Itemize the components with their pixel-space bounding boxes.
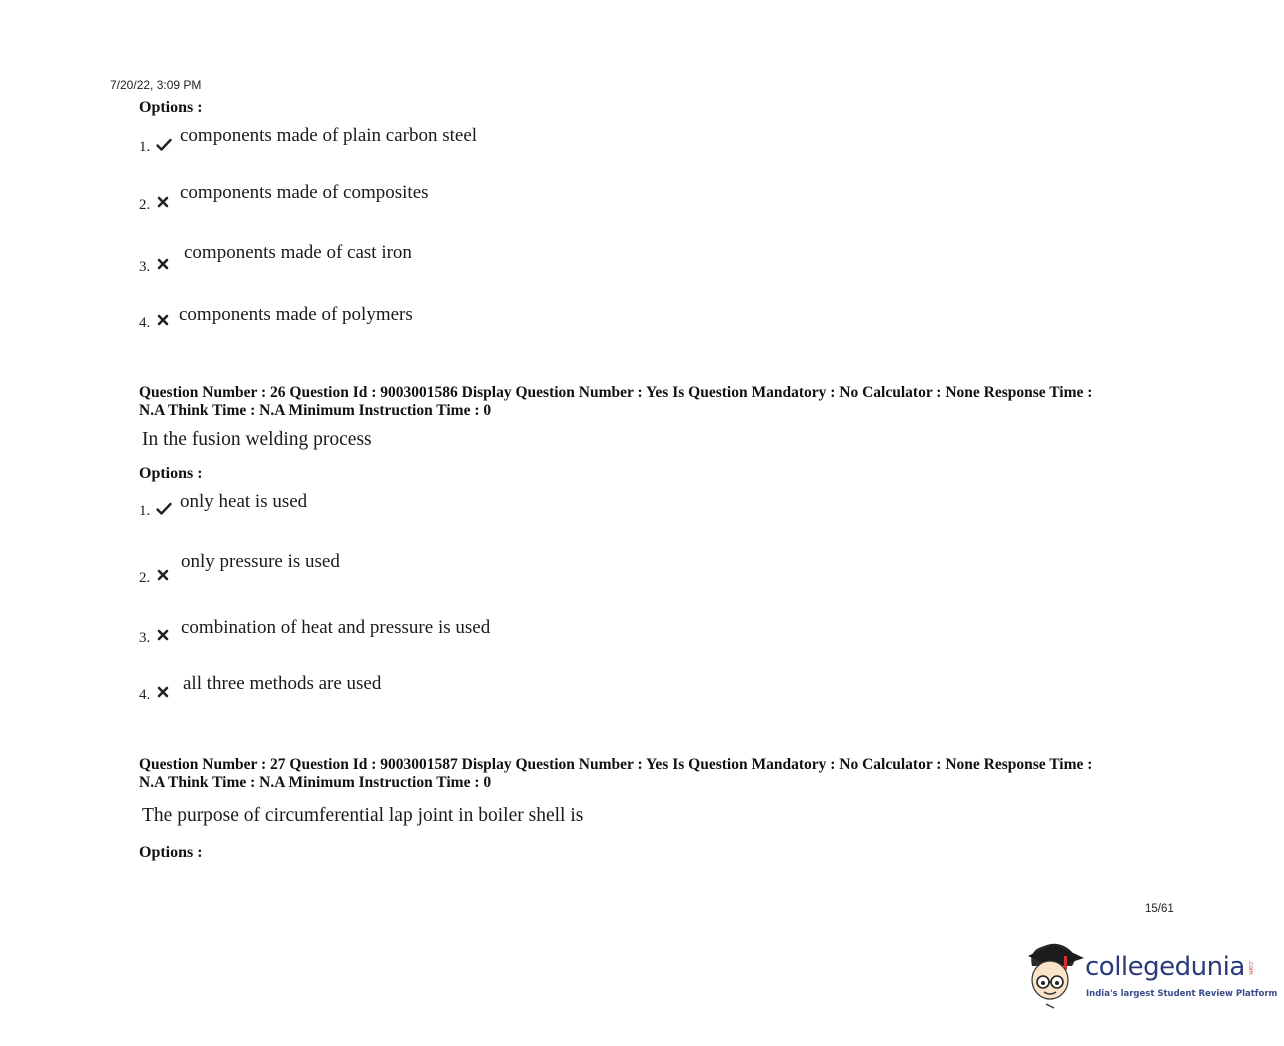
option-text: components made of cast iron [184,242,412,263]
question-meta-line: Question Number : 26 Question Id : 9003001586 Display Question Number : Yes Is Question Mandatory : No Calculator : None Response Time : [139,384,1093,401]
question-text: In the fusion welding process [142,429,372,450]
option-number: 2. [139,570,151,586]
option-text: components made of polymers [179,304,413,325]
options-label: Options : [139,99,203,116]
brand-suffix: .com [1247,960,1254,975]
print-datetime: 7/20/22, 3:09 PM [110,78,202,92]
cross-icon [155,628,171,642]
option-text: only pressure is used [181,551,340,572]
cross-icon [155,257,171,271]
mascot-icon [1024,938,1086,1010]
option-text: all three methods are used [183,673,382,694]
option-number: 4. [139,687,151,703]
question-meta-line: N.A Think Time : N.A Minimum Instruction Time : 0 [139,774,492,791]
question-meta-line: N.A Think Time : N.A Minimum Instruction Time : 0 [139,402,492,419]
check-icon [156,502,172,516]
option-number: 1. [139,139,151,155]
question-meta [139,384,1159,420]
option-number: 3. [139,259,151,275]
options-label: Options : [139,844,203,861]
option-number: 3. [139,630,151,646]
question-meta [139,756,1159,792]
collegedunia-logo [1024,938,1278,1012]
cross-icon [155,313,171,327]
cross-icon [155,685,171,699]
question-meta-line: Question Number : 27 Question Id : 9003001587 Display Question Number : Yes Is Question Mandatory : No Calculator : None Response Time : [139,756,1093,773]
page-number: 15/61 [1145,903,1174,915]
brand-tagline: India's largest Student Review Platform [1086,989,1278,999]
option-number: 4. [139,315,151,331]
cross-icon [155,568,171,582]
options-label: Options : [139,465,203,482]
cross-icon [155,195,171,209]
option-text: components made of plain carbon steel [180,125,478,146]
question-text: The purpose of circumferential lap joint in boiler shell is [142,805,584,826]
brand-name: collegedunia [1085,952,1245,982]
option-text: only heat is used [180,491,308,512]
option-text: components made of composites [180,182,429,203]
option-number: 1. [139,503,151,519]
option-text: combination of heat and pressure is used [181,617,491,638]
option-number: 2. [139,197,151,213]
check-icon [156,138,172,152]
